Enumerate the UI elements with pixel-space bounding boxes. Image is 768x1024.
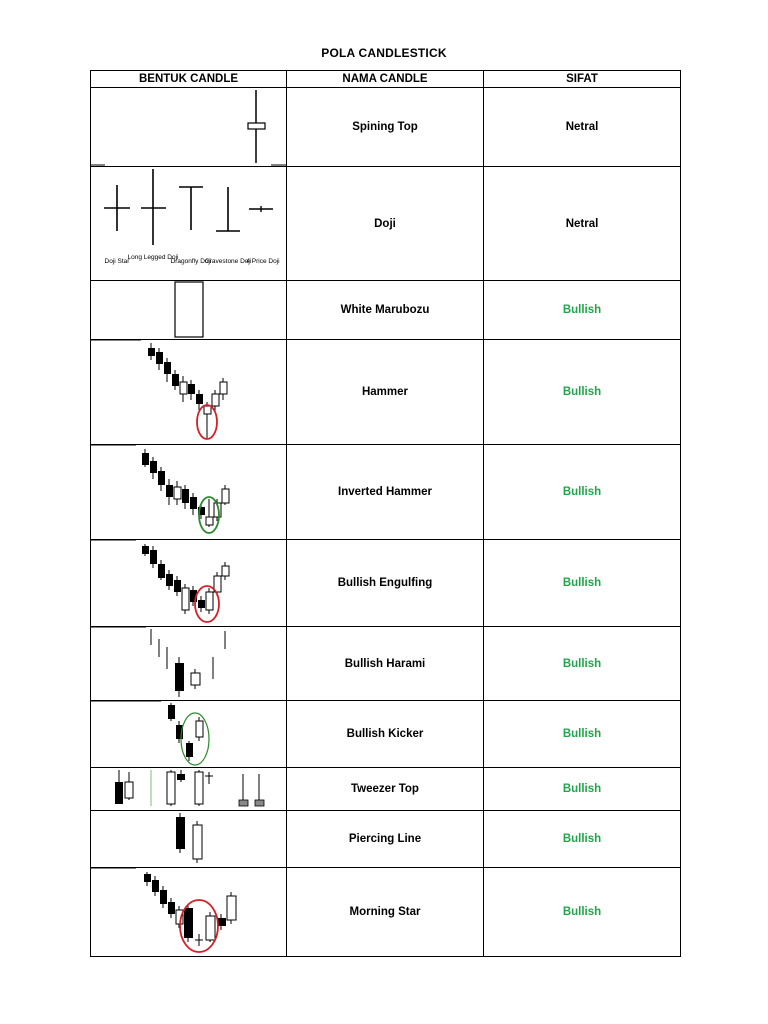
candle-shape-cell bbox=[91, 167, 287, 281]
candle-sifat: Bullish bbox=[484, 340, 681, 445]
candle-name: Piercing Line bbox=[287, 811, 484, 868]
candle-shape-cell bbox=[91, 868, 287, 957]
candle-sifat: Bullish bbox=[484, 868, 681, 957]
candle-sifat: Bullish bbox=[484, 627, 681, 701]
candle-shape-cell bbox=[91, 445, 287, 540]
candle-sifat: Bullish bbox=[484, 445, 681, 540]
doji-label: Gravestone Doji bbox=[204, 258, 252, 265]
table-row bbox=[91, 701, 681, 768]
candle-sifat: Bullish bbox=[484, 540, 681, 627]
candle-name: Spining Top bbox=[287, 88, 484, 167]
candle-sifat: Bullish bbox=[484, 811, 681, 868]
spinning-top-picture bbox=[91, 88, 286, 166]
candle-shape-cell bbox=[91, 281, 287, 340]
candle-shape-cell bbox=[91, 811, 287, 868]
table-row bbox=[91, 768, 681, 811]
tweezer-top-picture bbox=[91, 768, 286, 810]
candle-sifat: Bullish bbox=[484, 281, 681, 340]
bullish-kicker-picture bbox=[91, 701, 286, 767]
header-bentuk-candle: BENTUK CANDLE bbox=[91, 71, 287, 88]
doji-label: Dragonfly Doji bbox=[170, 258, 212, 265]
doji-label: Long Legged Doji bbox=[127, 254, 179, 261]
candle-sifat: Netral bbox=[484, 88, 681, 167]
candle-shape-cell bbox=[91, 340, 287, 445]
candle-shape-cell bbox=[91, 540, 287, 627]
candle-shape-cell bbox=[91, 768, 287, 811]
table-row bbox=[91, 868, 681, 957]
header-sifat: SIFAT bbox=[484, 71, 681, 88]
header-nama-candle: NAMA CANDLE bbox=[287, 71, 484, 88]
candle-name: Tweezer Top bbox=[287, 768, 484, 811]
candle-name: Doji bbox=[287, 167, 484, 281]
candle-sifat: Bullish bbox=[484, 701, 681, 768]
candle-name: Bullish Kicker bbox=[287, 701, 484, 768]
candle-sifat: Bullish bbox=[484, 768, 681, 811]
white-marubozu-picture bbox=[91, 281, 286, 339]
morning-star-picture bbox=[91, 868, 286, 956]
candle-shape-cell bbox=[91, 701, 287, 768]
doji-picture bbox=[91, 167, 286, 280]
table-row bbox=[91, 88, 681, 167]
candle-name: Inverted Hammer bbox=[287, 445, 484, 540]
table-row bbox=[91, 811, 681, 868]
table-row bbox=[91, 167, 681, 281]
candle-shape-cell bbox=[91, 88, 287, 167]
table-row bbox=[91, 445, 681, 540]
page-title: POLA CANDLESTICK bbox=[321, 46, 447, 60]
candle-name: Bullish Engulfing bbox=[287, 540, 484, 627]
hammer-picture bbox=[91, 340, 286, 444]
table-row bbox=[91, 281, 681, 340]
table-row bbox=[91, 540, 681, 627]
bullish-engulfing-picture bbox=[91, 540, 286, 626]
doji-label: 4 Price Doji bbox=[246, 258, 280, 265]
piercing-line-picture bbox=[91, 811, 286, 867]
table-header-row bbox=[91, 71, 681, 88]
candle-sifat: Netral bbox=[484, 167, 681, 281]
candlestick-table bbox=[90, 70, 681, 957]
table-row bbox=[91, 340, 681, 445]
table-row bbox=[91, 627, 681, 701]
candle-name: White Marubozu bbox=[287, 281, 484, 340]
inverted-hammer-picture bbox=[91, 445, 286, 539]
bullish-harami-picture bbox=[91, 627, 286, 700]
doji-label: Doji Star bbox=[104, 258, 130, 265]
candle-name: Hammer bbox=[287, 340, 484, 445]
candle-name: Bullish Harami bbox=[287, 627, 484, 701]
candle-shape-cell bbox=[91, 627, 287, 701]
candle-name: Morning Star bbox=[287, 868, 484, 957]
